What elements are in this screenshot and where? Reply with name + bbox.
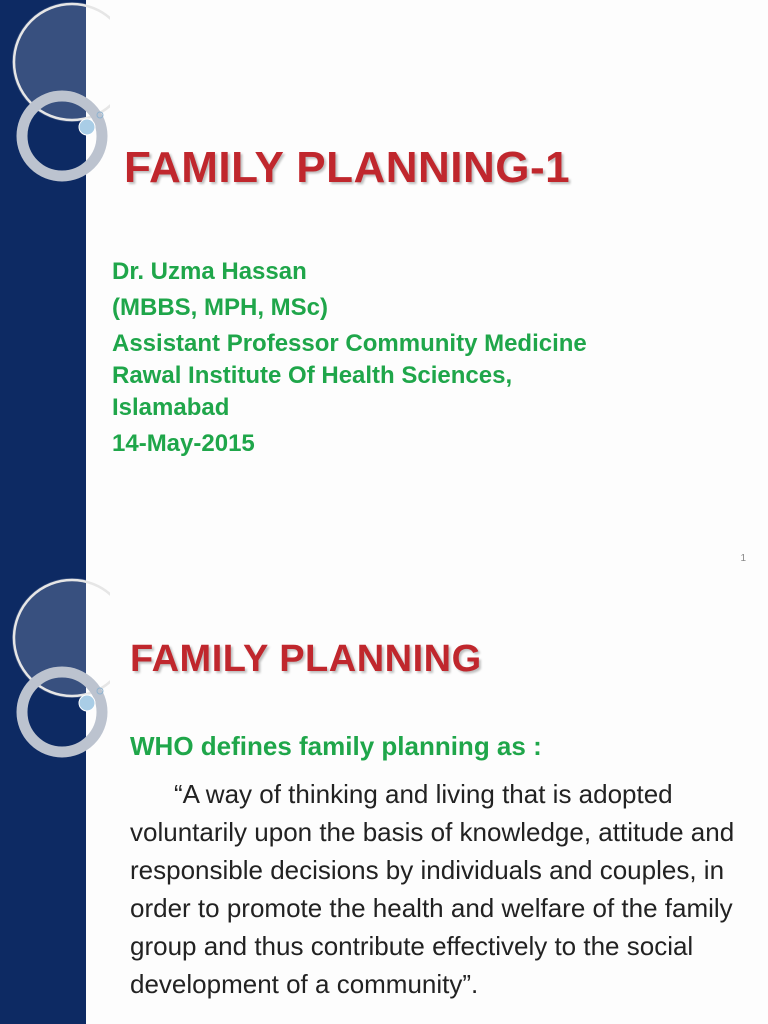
author-position: Assistant Professor Community Medicine bbox=[112, 330, 587, 357]
author-institute: Rawal Institute Of Health Sciences, bbox=[112, 362, 513, 389]
decorative-rings-icon bbox=[0, 576, 110, 776]
author-city: Islamabad bbox=[112, 394, 230, 421]
slide-number: 1 bbox=[740, 553, 746, 564]
definition-heading: WHO defines family planning as : bbox=[130, 731, 542, 761]
definition-text: “A way of thinking and living that is adopted voluntarily upon the basis of knowledge, attitude and responsible decisions by individuals and couples, in order to promote the health and welfare of the family group and thus contribute effectively to the social development of a community”. bbox=[130, 779, 735, 999]
author-name: Dr. Uzma Hassan bbox=[112, 258, 307, 285]
author-degrees: (MBBS, MPH, MSc) bbox=[112, 294, 328, 321]
author-info bbox=[112, 254, 752, 462]
slide-title: FAMILY PLANNING-1 bbox=[124, 143, 571, 192]
decorative-rings-icon bbox=[0, 0, 110, 200]
definition-slide bbox=[0, 576, 768, 1024]
slide-title: FAMILY PLANNING bbox=[130, 638, 482, 680]
presentation-date: 14-May-2015 bbox=[112, 430, 255, 457]
